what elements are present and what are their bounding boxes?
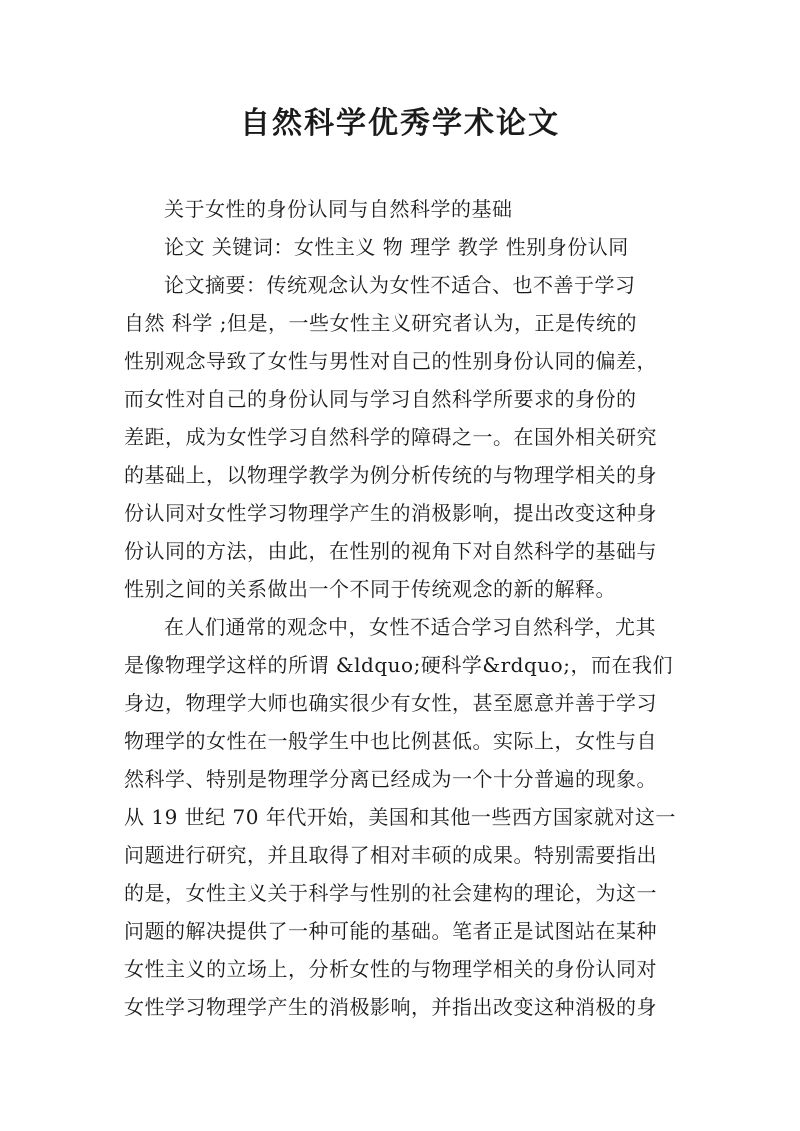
abstract-line: 的基础上，以物理学教学为例分析传统的与物理学相关的身: [124, 463, 657, 487]
paragraph-line: 问题的解决提供了一种可能的基础。笔者正是试图站在某种: [124, 919, 657, 943]
paragraph-line: 在人们通常的观念中，女性不适合学习自然科学，尤其: [164, 615, 656, 639]
document-body: [124, 190, 684, 1026]
paragraph-line: 身边，物理学大师也确实很少有女性，甚至愿意并善于学习: [124, 691, 657, 715]
paragraph-line: 女性主义的立场上，分析女性的与物理学相关的身份认同对: [124, 957, 657, 981]
abstract-paragraph: [124, 266, 684, 608]
article-subtitle: 关于女性的身份认同与自然科学的基础: [164, 197, 513, 221]
abstract-line: 而女性对自己的身份认同与学习自然科学所要求的身份的: [124, 387, 637, 411]
paragraph-line: 物理学的女性在一般学生中也比例甚低。实际上，女性与自: [124, 729, 657, 753]
abstract-line: 性别观念导致了女性与男性对自己的性别身份认同的偏差，: [124, 349, 657, 373]
paragraph-line: 然科学、特别是物理学分离已经成为一个十分普遍的现象。: [124, 767, 657, 791]
abstract-line: 自然 科学 ;但是，一些女性主义研究者认为，正是传统的: [124, 311, 637, 335]
abstract-line: 份认同的方法，由此，在性别的视角下对自然科学的基础与: [124, 539, 657, 563]
paragraph-line: 从 19 世纪 70 年代开始，美国和其他一些西方国家就对这一: [124, 805, 676, 829]
paragraph-line: 是像物理学这样的所谓 &ldquo;硬科学&rdquo;，而在我们: [124, 653, 673, 677]
paragraph-line: 问题进行研究，并且取得了相对丰硕的成果。特别需要指出: [124, 843, 657, 867]
abstract-line: 论文摘要：传统观念认为女性不适合、也不善于学习: [164, 273, 636, 297]
page-title: 自然科学优秀学术论文: [240, 106, 560, 141]
abstract-line: 份认同对女性学习物理学产生的消极影响，提出改变这种身: [124, 501, 657, 525]
abstract-line: 性别之间的关系做出一个不同于传统观念的新的解释。: [124, 577, 616, 601]
body-paragraph: [124, 608, 684, 1026]
keywords-line: 论文 关键词：女性主义 物 理学 教学 性别身份认同: [164, 235, 629, 259]
paragraph-line: 的是，女性主义关于科学与性别的社会建构的理论，为这一: [124, 881, 657, 905]
abstract-line: 差距，成为女性学习自然科学的障碍之一。在国外相关研究: [124, 425, 657, 449]
paragraph-line: 女性学习物理学产生的消极影响，并指出改变这种消极的身: [124, 995, 657, 1019]
